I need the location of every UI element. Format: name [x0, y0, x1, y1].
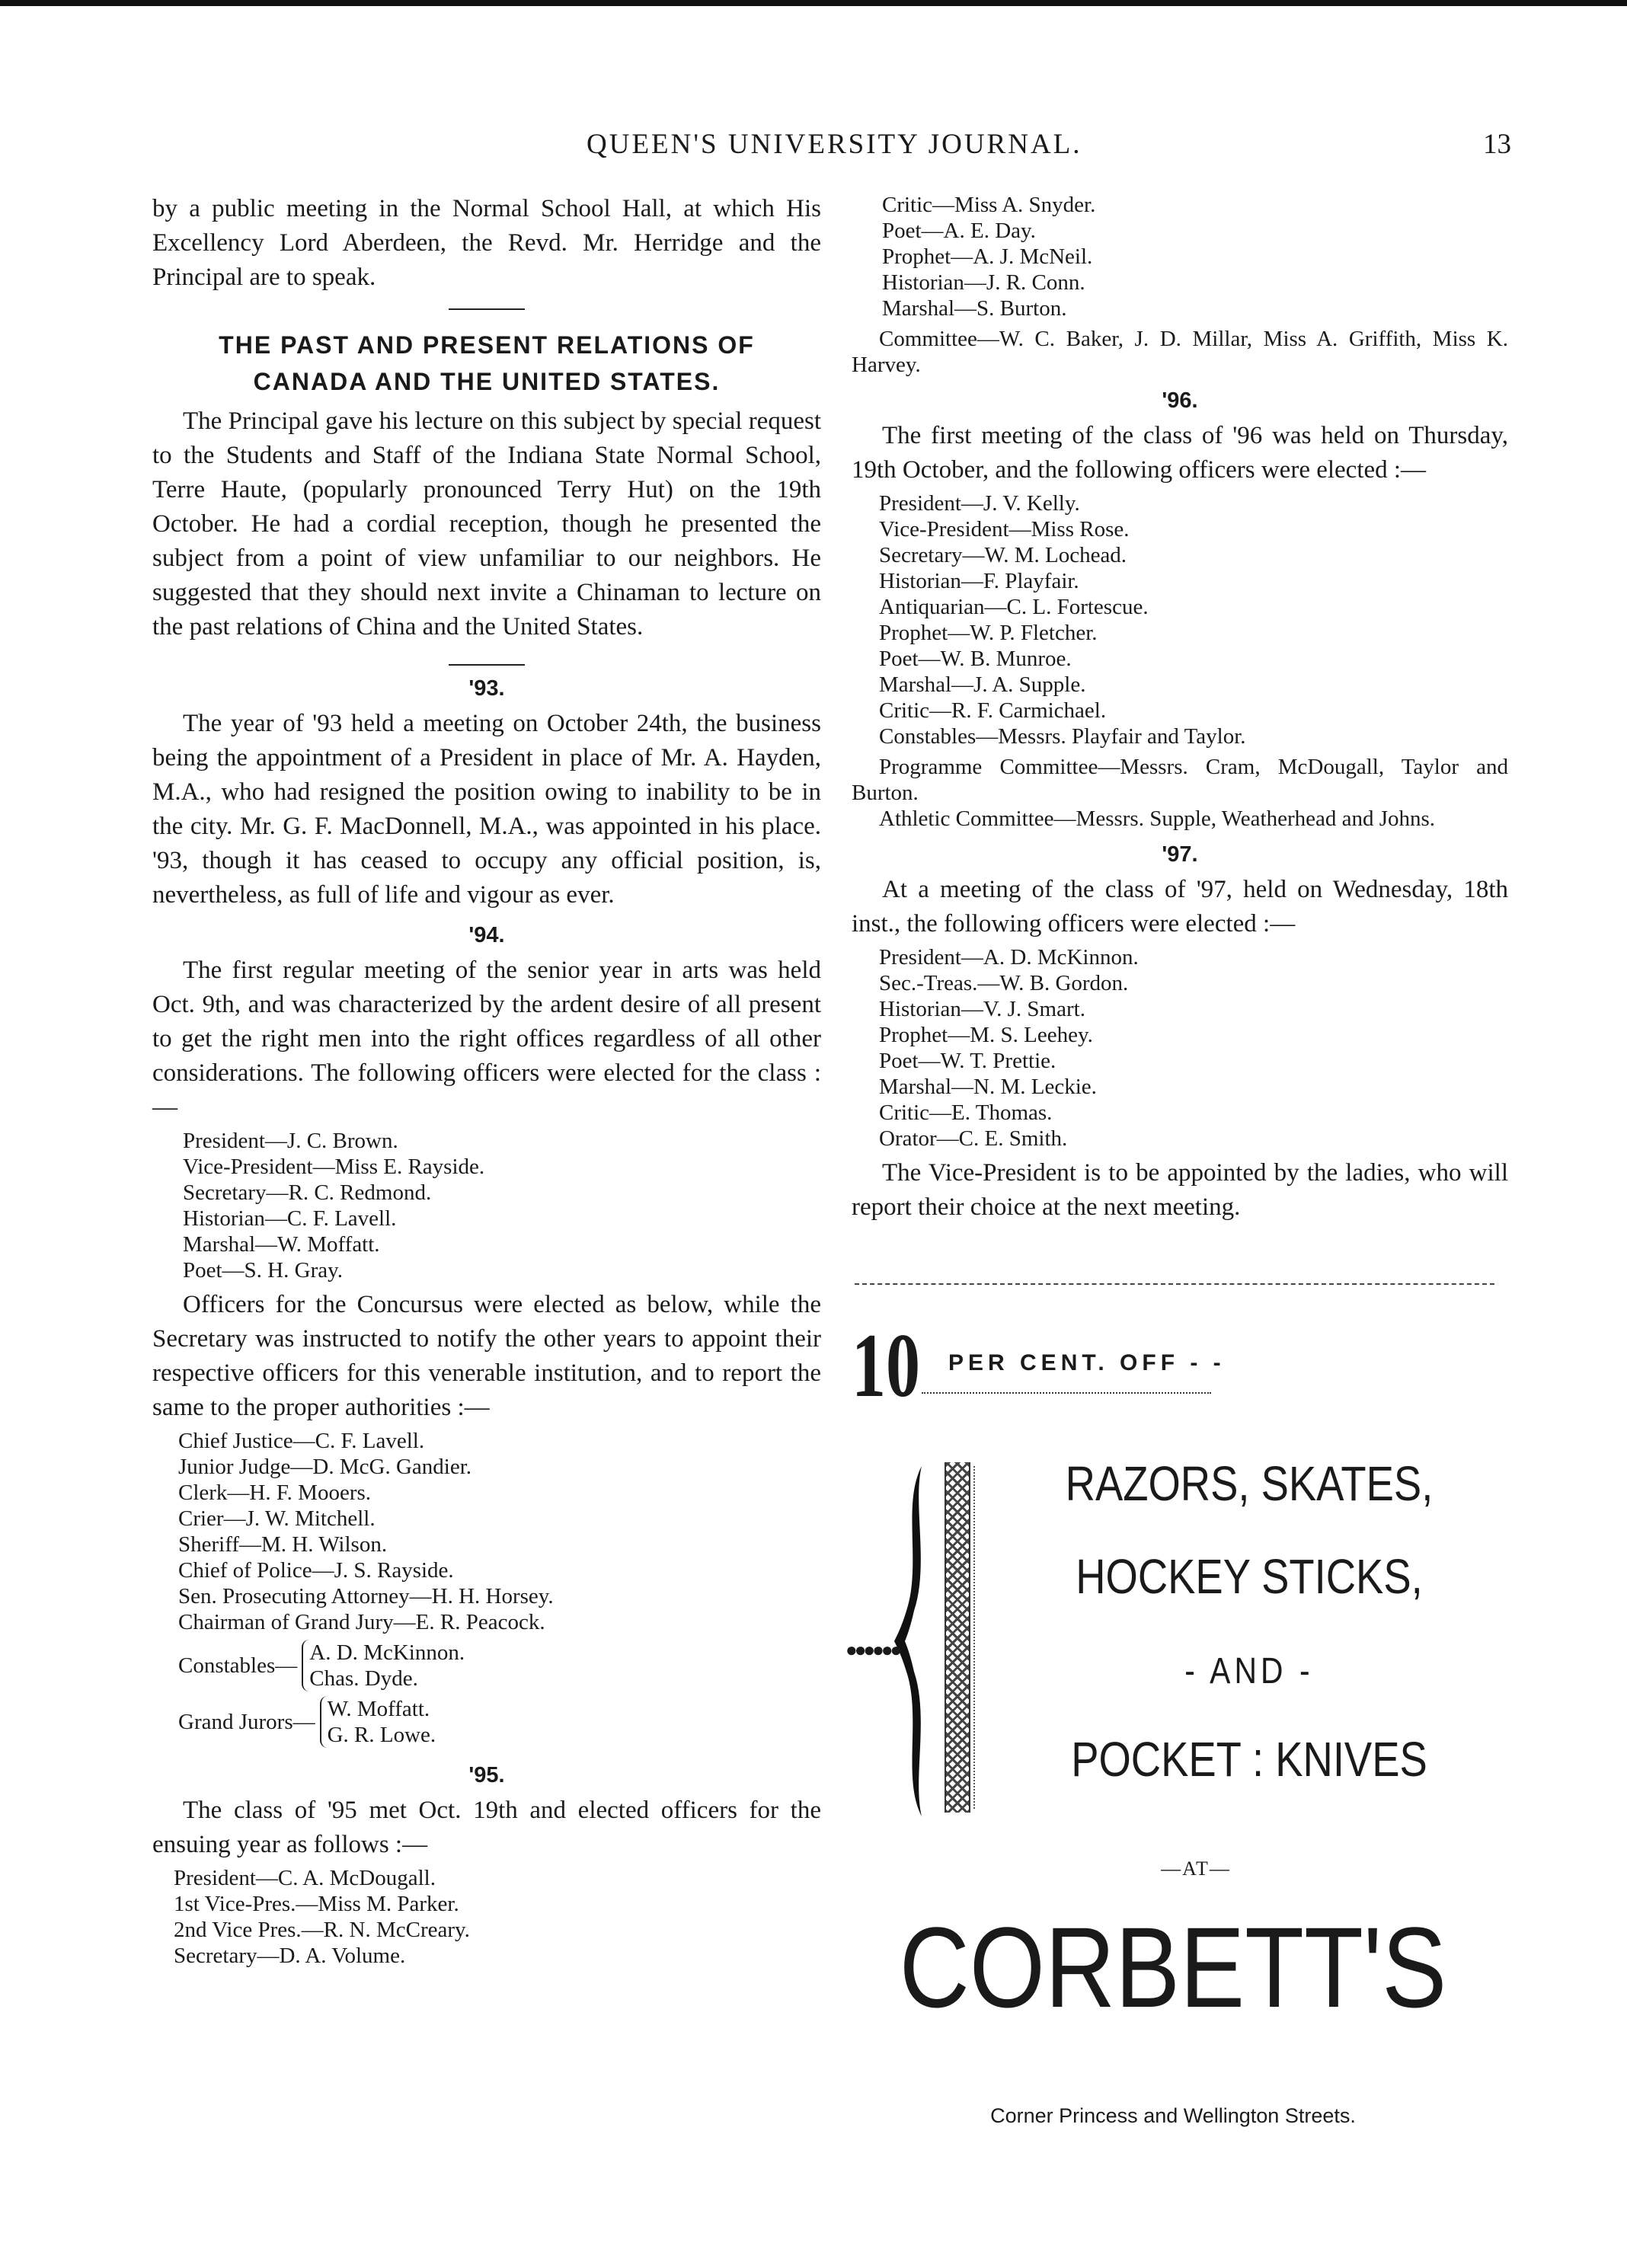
top-border-line	[0, 0, 1627, 6]
officer-line: Chairman of Grand Jury—E. R. Peacock.	[178, 1610, 545, 1634]
year-97-note: The Vice-President is to be appointed by the ladies, who will report their choice at the next meeting.	[852, 1159, 1508, 1221]
page-header	[0, 128, 1627, 166]
officer-line: President—J. V. Kelly.	[879, 491, 1080, 516]
officer-line: Vice-President—Miss E. Rayside.	[183, 1155, 485, 1179]
ad-store-name: CORBETT'S	[899, 1903, 1447, 2031]
officer-line: Marshal—S. Burton.	[882, 296, 1067, 321]
officer-line: Historian—F. Playfair.	[879, 569, 1079, 593]
ad-line-hockey-sticks: HOCKEY STICKS,	[1076, 1549, 1423, 1604]
left-column	[152, 192, 821, 1973]
officer-line: Sheriff—M. H. Wilson.	[178, 1532, 388, 1557]
article-body: The Principal gave his lecture on this subject by special request to the Students and Staff of the Indiana State Normal School, Terre Haute, (popularly pronounced Terry Hut) on the 19th October. He had a cordial reception, though he presented the subject from a point of view unfamiliar to our neighbors. He suggested that they should next invite a Chinaman to lecture on the past relations of China and the United States.	[152, 407, 821, 640]
officer-line: Poet—W. B. Munroe.	[879, 647, 1072, 671]
officer-line: Orator—C. E. Smith.	[879, 1126, 1068, 1151]
year-97-body: At a meeting of the class of '97, held on Wednesday, 18th inst., the following officers were elected :—	[852, 876, 1508, 938]
year-96-body: The first meeting of the class of '96 was held on Thursday, 19th October, and the following officers were elected :—	[852, 422, 1508, 484]
journal-title: QUEEN'S UNIVERSITY JOURNAL.	[587, 129, 1082, 160]
officer-line: Poet—W. T. Prettie.	[879, 1049, 1056, 1073]
article-title-line-2: CANADA AND THE UNITED STATES.	[253, 368, 721, 395]
officer-line: Historian—V. J. Smart.	[879, 997, 1085, 1021]
ad-top-rule	[855, 1283, 1494, 1285]
officer-line: A. D. McKinnon.	[309, 1640, 465, 1665]
constables-label: Constables—	[178, 1653, 298, 1678]
year-94-heading: '94.	[468, 923, 505, 947]
officer-line: Marshal—N. M. Leckie.	[879, 1075, 1097, 1099]
ad-vertical-dotted-rule	[973, 1466, 975, 1809]
constables-list	[302, 1640, 465, 1691]
jurors-list	[320, 1696, 436, 1748]
officer-line: Critic—Miss A. Snyder.	[882, 193, 1096, 217]
ad-at: —AT—	[1161, 1858, 1231, 1880]
officer-line: Sen. Prosecuting Attorney—H. H. Horsey.	[178, 1584, 554, 1608]
year-96-officers	[879, 490, 1508, 749]
ad-ornamental-bar	[945, 1462, 970, 1813]
ad-line-pocket-knives: POCKET : KNIVES	[1071, 1732, 1427, 1787]
officer-line: Prophet—W. P. Fletcher.	[879, 621, 1098, 645]
officer-line: President—A. D. McKinnon.	[879, 945, 1139, 969]
concursus-body: Officers for the Concursus were elected as below, while the Secretary was instructed to notify the other years to appoint their respective officers for this venerable institution, and to report the same to the proper authorities :—	[152, 1291, 821, 1421]
officer-line: Secretary—W. M. Lochead.	[879, 543, 1127, 567]
officer-line: 2nd Vice Pres.—R. N. McCreary.	[174, 1918, 470, 1942]
jurors-label: Grand Jurors—	[178, 1710, 315, 1734]
officer-line: Clerk—H. F. Mooers.	[178, 1481, 372, 1505]
officer-line: Prophet—M. S. Leehey.	[879, 1023, 1093, 1047]
officer-line: Junior Judge—D. McG. Gandier.	[178, 1455, 472, 1479]
article-title-line-1: THE PAST AND PRESENT RELATIONS OF	[219, 331, 755, 359]
officer-line: Crier—J. W. Mitchell.	[178, 1506, 376, 1531]
year-97-officers	[879, 944, 1508, 1152]
year-96-heading: '96.	[1162, 388, 1198, 413]
officer-line: Poet—S. H. Gray.	[183, 1258, 343, 1283]
officer-line: Constables—Messrs. Playfair and Taylor.	[879, 724, 1246, 749]
ad-line-razors-skates: RAZORS, SKATES,	[1065, 1456, 1434, 1511]
year-95-heading: '95.	[468, 1763, 505, 1787]
ad-line-and: - AND -	[1184, 1651, 1314, 1691]
right-column	[852, 192, 1508, 1225]
officer-line: Prophet—A. J. McNeil.	[882, 244, 1093, 269]
year-95-officers	[174, 1865, 821, 1969]
officer-line: President—C. A. McDougall.	[174, 1866, 436, 1890]
year-96-committees	[852, 754, 1508, 832]
committee-line: Athletic Committee—Messrs. Supple, Weatherhead and Johns.	[879, 807, 1436, 831]
officer-line: G. R. Lowe.	[327, 1723, 436, 1747]
jurors-group	[178, 1696, 821, 1748]
officer-line: President—J. C. Brown.	[183, 1129, 398, 1153]
intro-paragraph: by a public meeting in the Normal School Hall, at which His Excellency Lord Aberdeen, the Revd. Mr. Herridge and the Principal are to speak.	[152, 195, 821, 291]
ad-percent-off: PER CENT. OFF - -	[948, 1350, 1226, 1375]
officer-line: Chief of Police—J. S. Rayside.	[178, 1558, 454, 1583]
committee-line: Committee—W. C. Baker, J. D. Millar, Miss A. Griffith, Miss K. Harvey.	[852, 327, 1508, 377]
year-95-officers-cont	[882, 192, 1508, 321]
ad-dotted-rule	[922, 1392, 1211, 1394]
year-95-committee	[852, 326, 1508, 378]
year-93-heading: '93.	[468, 676, 505, 701]
officer-line: Secretary—D. A. Volume.	[174, 1944, 406, 1968]
officer-line: Sec.-Treas.—W. B. Gordon.	[879, 971, 1129, 995]
officer-line: Chas. Dyde.	[309, 1666, 418, 1691]
year-94-officers	[183, 1128, 821, 1283]
officer-line: Antiquarian—C. L. Fortescue.	[879, 595, 1149, 619]
year-94-body: The first regular meeting of the senior year in arts was held Oct. 9th, and was characterized by the ardent desire of all present to get the right men into the right offices regardless of all other considerations. The following officers were elected for the class :—	[152, 957, 821, 1121]
officer-line: Poet—A. E. Day.	[882, 219, 1036, 243]
officer-line: Historian—C. F. Lavell.	[183, 1206, 397, 1231]
article-title	[152, 327, 821, 400]
concursus-officers	[178, 1428, 821, 1635]
page-number: 13	[1483, 129, 1511, 160]
year-93-body: The year of '93 held a meeting on October 24th, the business being the appointment of a President in place of Mr. A. Hayden, M.A., who had resigned the position owing to inability to be in the city. Mr. G. F. MacDonnell, M.A., was appointed in his place. '93, though it has ceased to occupy any official position, is, nevertheless, as full of life and vigour as ever.	[152, 710, 821, 909]
corbetts-advertisement	[845, 1283, 1516, 2151]
officer-line: Critic—E. Thomas.	[879, 1100, 1053, 1125]
ad-ten-numeral: 10	[852, 1314, 920, 1416]
officer-line: Vice-President—Miss Rose.	[879, 517, 1130, 541]
year-97-heading: '97.	[1162, 842, 1198, 867]
officer-line: Marshal—J. A. Supple.	[879, 672, 1086, 697]
officer-line: Chief Justice—C. F. Lavell.	[178, 1429, 425, 1453]
committee-line: Programme Committee—Messrs. Cram, McDougall, Taylor and Burton.	[852, 755, 1508, 805]
officer-line: Historian—J. R. Conn.	[882, 270, 1085, 295]
section-rule	[449, 664, 525, 666]
constables-group	[178, 1640, 821, 1691]
year-95-body: The class of '95 met Oct. 19th and elected officers for the ensuing year as follows :—	[152, 1797, 821, 1858]
officer-line: Secretary—R. C. Redmond.	[183, 1180, 432, 1205]
ad-store-address: Corner Princess and Wellington Streets.	[990, 2104, 1356, 2127]
officer-line: 1st Vice-Pres.—Miss M. Parker.	[174, 1892, 459, 1916]
section-rule	[449, 308, 525, 310]
ad-dot-leader: ●●●●●●	[845, 1639, 900, 1661]
officer-line: Critic—R. F. Carmichael.	[879, 698, 1107, 723]
officer-line: Marshal—W. Moffatt.	[183, 1232, 380, 1257]
officer-line: W. Moffatt.	[327, 1697, 430, 1721]
